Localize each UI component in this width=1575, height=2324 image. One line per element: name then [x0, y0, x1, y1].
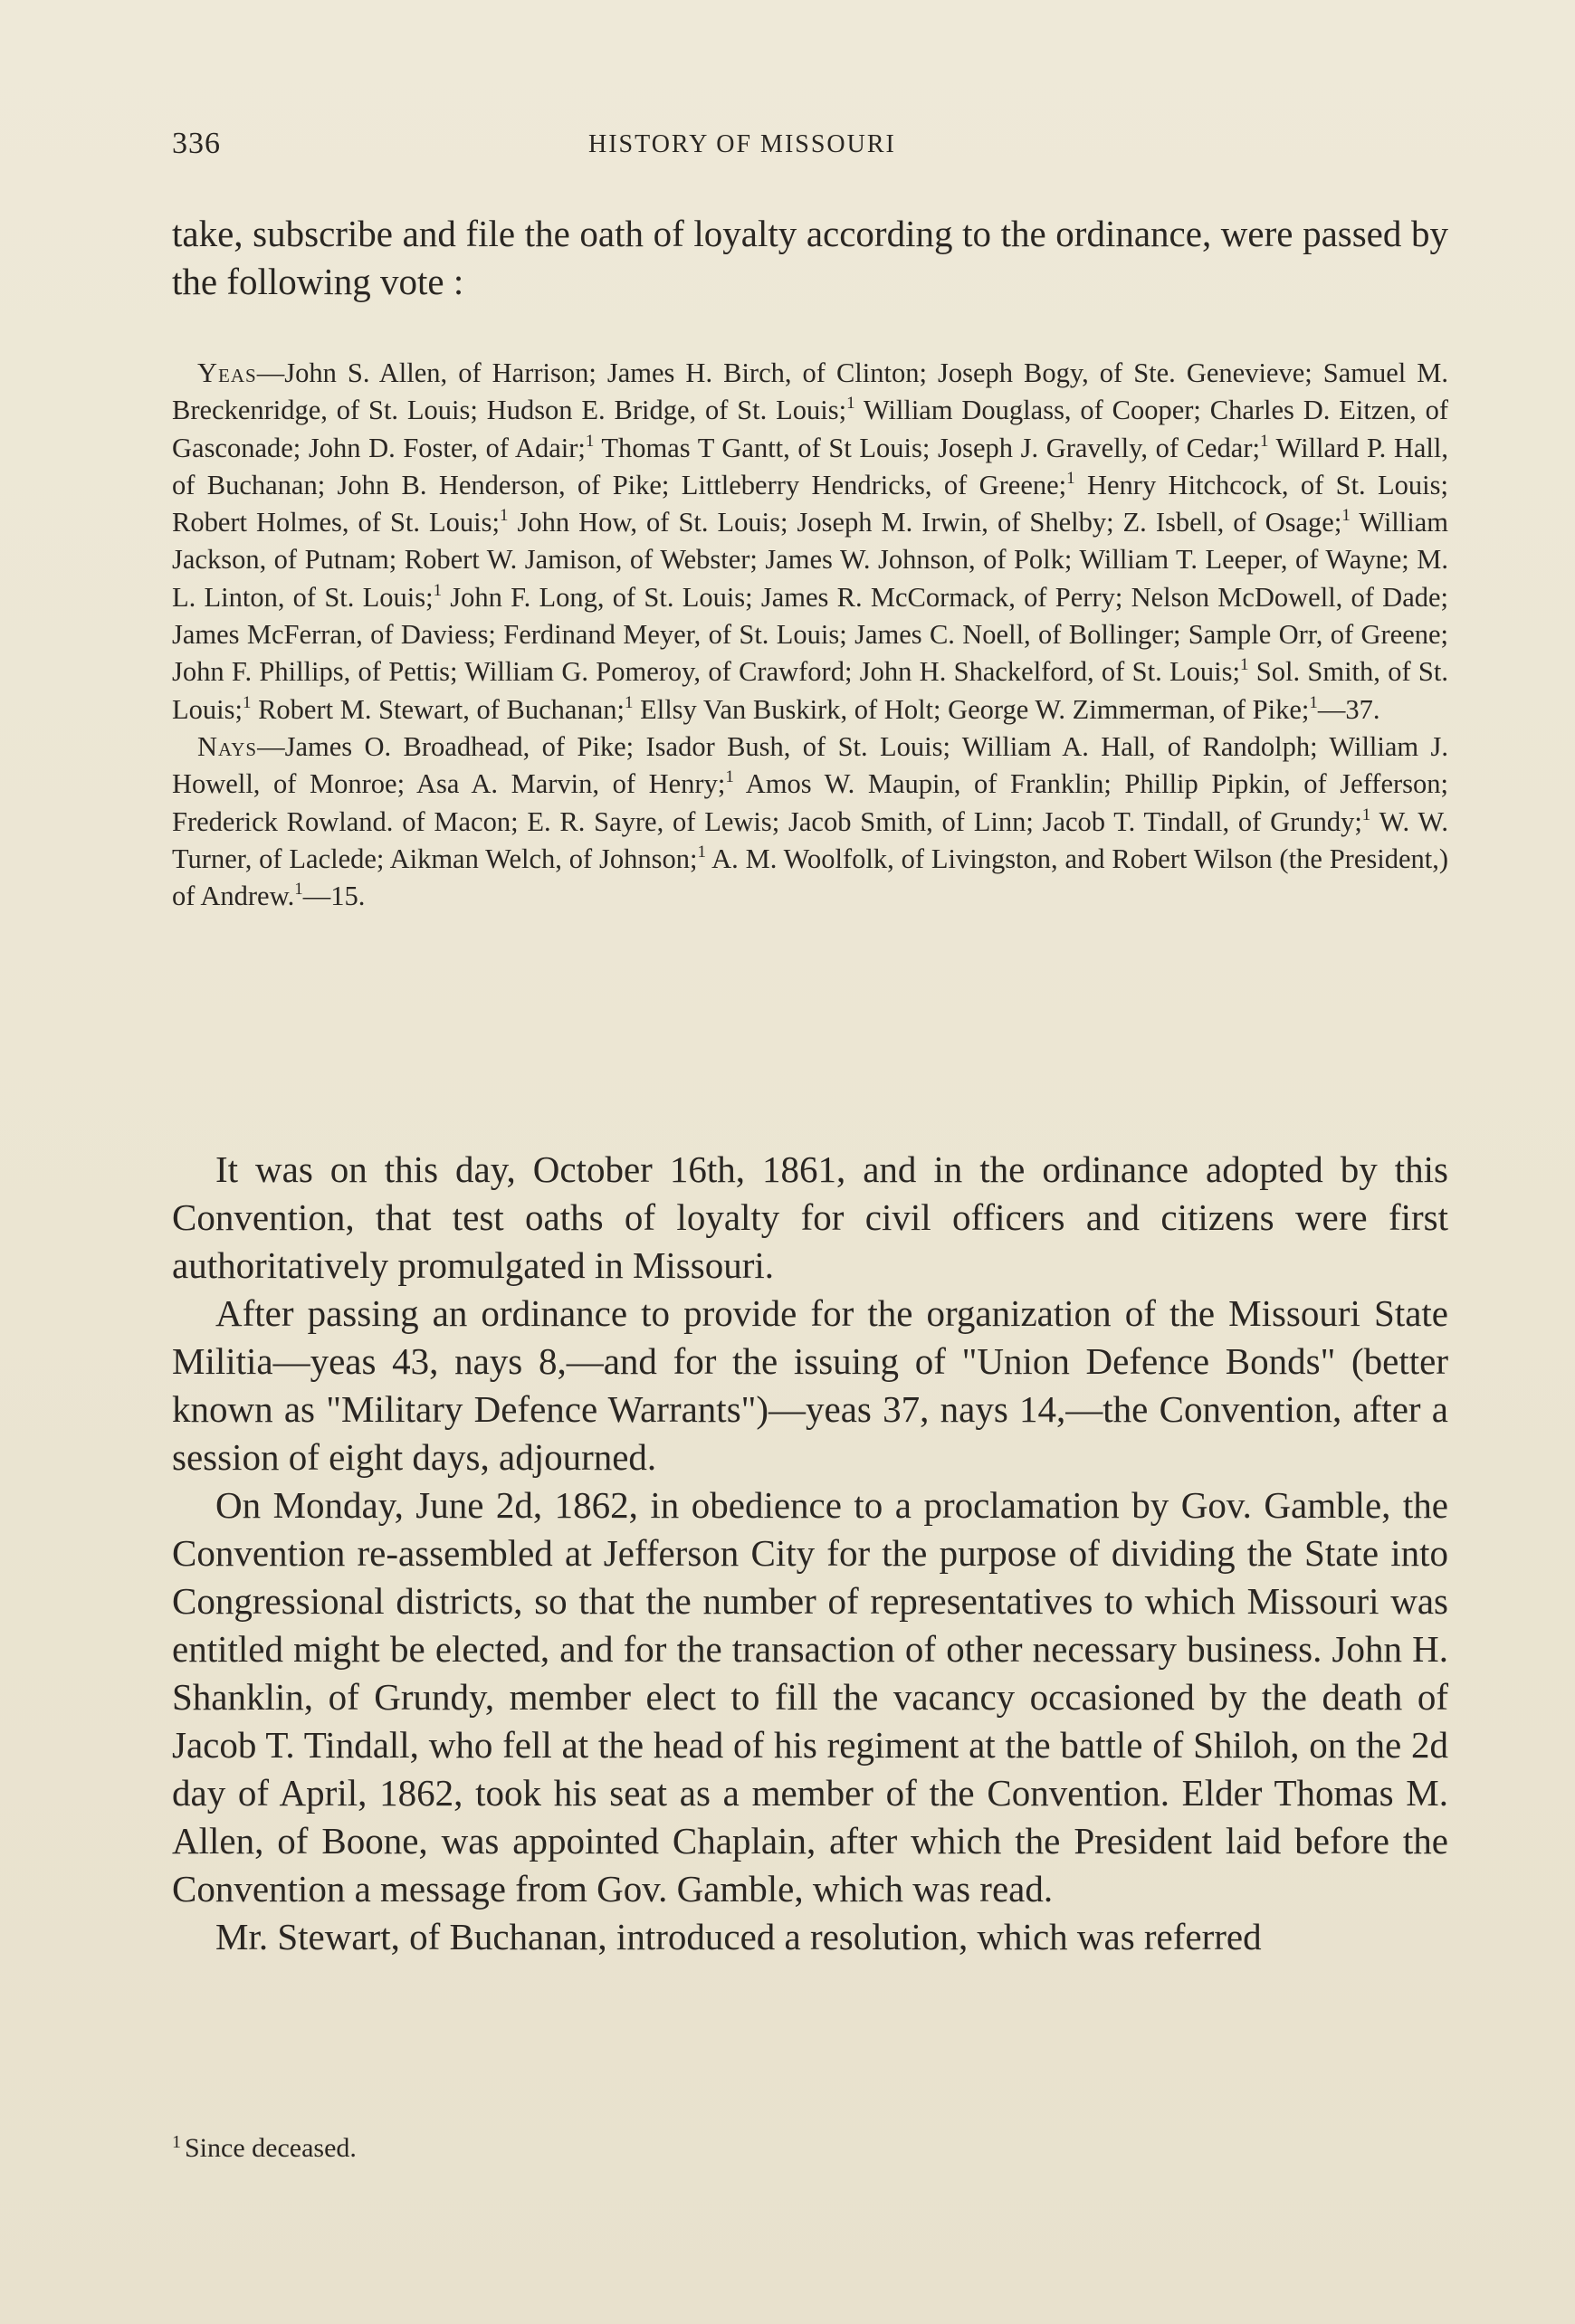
- yeas-text-8: John F. Long, of St. Louis; James R. McCormack, of Perry; Nelson McDowell, of Dade; James McFerran, of Daviess; Ferdinand Meyer, of St. Louis; James C. Noell, of Bollinger; Sample Orr, of Greene; John F. Phillips, of Pettis; William G. Pomeroy, of Crawford; John H. Shackelford, of St. Louis;: [172, 581, 1448, 688]
- yeas-text-6: John How, of St. Louis; Joseph M. Irwin, of Shelby; Z. Isbell, of Osage;: [508, 507, 1342, 538]
- footnote-ref: 1: [433, 580, 443, 600]
- yeas-text-9: Sol. Smith, of St. Louis;: [172, 656, 1448, 725]
- nays-paragraph: [172, 729, 1448, 915]
- yeas-paragraph: [172, 355, 1448, 729]
- intro-paragraph: take, subscribe and file the oath of loyalty according to the ordinance, were passed by the following vote :: [172, 213, 1448, 302]
- nays-text-3: W. W. Turner, of Laclede; Aikman Welch, of Johnson;: [172, 805, 1448, 874]
- yeas-label: Yeas: [197, 357, 257, 388]
- yeas-text-4: Willard P. Hall, of Buchanan; John B. Henderson, of Pike; Littleberry Hendricks, of Greene;: [172, 432, 1448, 500]
- footnote-ref: 1: [1309, 692, 1318, 712]
- footnote-ref: 1: [242, 692, 252, 712]
- oath-paragraph: It was on this day, October 16th, 1861, and in the ordinance adopted by this Convention, that test oaths of loyalty for civil officers and citizens were first authoritatively promulgated in Missouri.: [172, 1148, 1448, 1286]
- stewart-paragraph: Mr. Stewart, of Buchanan, introduced a resolution, which was referred: [215, 1916, 1262, 1957]
- footnote-ref: 1: [846, 394, 855, 414]
- footnote-ref: 1: [294, 880, 303, 900]
- footnote-ref: 1: [1066, 468, 1075, 488]
- footnote-ref: 1: [725, 767, 734, 787]
- footnote-ref: 1: [585, 431, 595, 451]
- footnote-ref: 1: [499, 506, 509, 526]
- running-title: HISTORY OF MISSOURI: [588, 130, 896, 158]
- yeas-text-11: Ellsy Van Buskirk, of Holt; George W. Zimmerman, of Pike;: [633, 693, 1310, 725]
- footnote-ref: 1: [697, 842, 706, 862]
- footnote-ref: 1: [1341, 506, 1351, 526]
- nays-label: Nays: [197, 730, 258, 762]
- nays-text-4: A. M. Woolfolk, of Livingston, and Robert Wilson (the President,) of Andrew.: [172, 843, 1448, 912]
- militia-paragraph: After passing an ordinance to provide for the organization of the Missouri State Militia—yeas 43, nays 8,—and for the issuing of "Union Defence Bonds" (better known as "Military Defence Warrants")—yeas 37, nays 14,—the Convention, after a session of eight days, adjourned.: [172, 1292, 1448, 1478]
- footnote-ref: 1: [1259, 431, 1269, 451]
- footnote: [172, 2132, 357, 2165]
- yeas-text-10: Robert M. Stewart, of Buchanan;: [251, 693, 625, 725]
- yeas-text-5: Henry Hitchcock, of St. Louis; Robert Holmes, of St. Louis;: [172, 469, 1448, 538]
- nays-text-2: Amos W. Maupin, of Franklin; Phillip Pipkin, of Jefferson; Frederick Rowland. of Macon; E. R. Sayre, of Lewis; Jacob Smith, of Linn; Jacob T. Tindall, of Grundy;: [172, 768, 1448, 837]
- yeas-text-1: —John S. Allen, of Harrison; James H. Birch, of Clinton; Joseph Bogy, of Ste. Genevieve; Samuel M. Breckenridge, of St. Louis; Hudson E. Bridge, of St. Louis;: [172, 357, 1448, 426]
- nays-text-1: —James O. Broadhead, of Pike; Isador Bush, of St. Louis; William A. Hall, of Randolph; William J. Howell, of Monroe; Asa A. Marvin, of Henry;: [172, 730, 1448, 800]
- footnote-text: Since deceased.: [185, 2133, 357, 2163]
- page-number: 336: [172, 127, 221, 160]
- monday-paragraph: On Monday, June 2d, 1862, in obedience to a proclamation by Gov. Gamble, the Convention re-assembled at Jefferson City for the purpose of dividing the State into Congressional districts, so that the number of representatives to which Missouri was entitled might be elected, and for the transaction of other necessary business. John H. Shanklin, of Grundy, member elect to fill the vacancy occasioned by the death of Jacob T. Tindall, who fell at the head of his regiment at the battle of Shiloh, on the 2d day of April, 1862, took his seat as a member of the Convention. Elder Thomas M. Allen, of Boone, was appointed Chaplain, after which the President laid before the Convention a message from Gov. Gamble, which was read.: [172, 1484, 1448, 1910]
- footnote-ref: 1: [1239, 655, 1249, 675]
- page-header: [172, 127, 1457, 172]
- vote-list: [172, 355, 1448, 915]
- footnote-mark: 1: [172, 2132, 181, 2152]
- footnote-ref: 1: [1361, 805, 1371, 824]
- body-text: [172, 1146, 1448, 1961]
- footnote-ref: 1: [624, 692, 634, 712]
- yeas-total: —37.: [1317, 693, 1380, 725]
- yeas-text-3: Thomas T Gantt, of St Louis; Joseph J. Gravelly, of Cedar;: [594, 432, 1260, 463]
- yeas-text-7: William Jackson, of Putnam; Robert W. Jamison, of Webster; James W. Johnson, of Polk; William T. Leeper, of Wayne; M. L. Linton, of St. Louis;: [172, 507, 1448, 613]
- yeas-text-2: William Douglass, of Cooper; Charles D. Eitzen, of Gasconade; John D. Foster, of Adair;: [172, 395, 1448, 463]
- nays-total: —15.: [302, 881, 366, 912]
